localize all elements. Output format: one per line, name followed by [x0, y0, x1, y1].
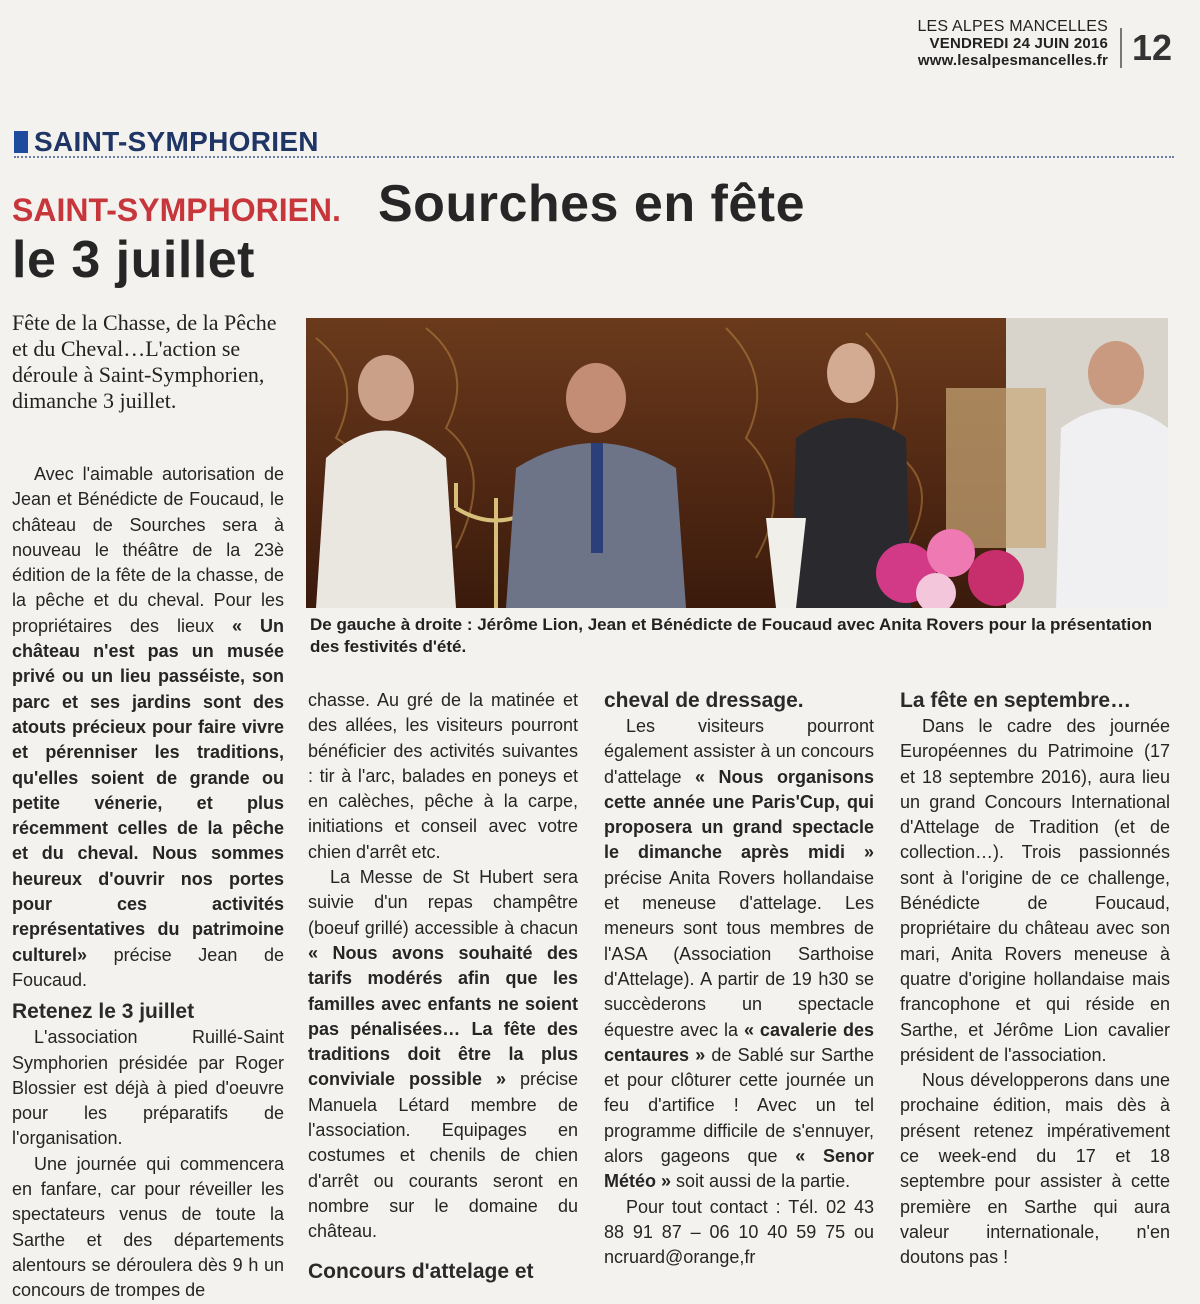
quote-text: « cavalerie des centaures »	[604, 1019, 874, 1065]
website-link[interactable]: www.lesalpesmancelles.fr	[917, 52, 1108, 69]
paragraph	[12, 462, 284, 993]
subheading: La fête en septembre…	[900, 689, 1132, 712]
quote-text: « Un château n'est pas un musée privé ou un lieu passéiste, son parc et ses jardins sont des atouts précieux pour faire vivre et pérenniser les traditions, qu'elles soient de grande ou petite vénerie, et plus récemment celles de la pêche et du cheval. Nous sommes heureux d'ouvrir nos portes pour ces activités représentatives du patrimoine culturel»	[12, 615, 284, 965]
article-photo	[306, 318, 1168, 608]
paragraph-text: précise Anita Rovers hollandaise et meneuse d'attelage. Les meneurs sont tous membres de l'ASA (Association Sarthoise d'Attelage). A partir de 19 h30 se succèderons un spectacle équestre avec la	[604, 867, 874, 1040]
paragraph: Une journée qui commencera en fanfare, car pour réveiller les spectateurs venus de toute la Sarthe et des départements alentours se déroulera dès 9 h un concours de trompes de	[12, 1153, 284, 1301]
quote-text: « Nous organisons cette année une Paris'Cup, qui proposera un grand spectacle le dimanche après midi »	[604, 766, 874, 863]
article-lead: Fête de la Chasse, de la Pêche et du Cheval…L'action se déroule à Saint-Symphorien, dimanche 3 juillet.	[12, 310, 277, 413]
paragraph: Nous développerons dans une prochaine édition, mais dès à présent retenez impérativement ce week-end du 17 et 18 septembre pour assister à cette première en Sarthe qui aura valeur internationale, n'en doutons pas !	[900, 1070, 1170, 1268]
paragraph-text: Avec l'aimable autorisation de Jean et Bénédicte de Foucaud, le château de Sourches sera à nouveau le théâtre de la 23è édition de la fête de la chasse, de la pêche et du cheval. Pour les propriétaires des lieux	[12, 464, 284, 636]
headline-line-1: Sourches en fête	[378, 175, 806, 233]
subheading: cheval de dressage.	[604, 689, 804, 712]
photo-caption: De gauche à droite : Jérôme Lion, Jean et Bénédicte de Foucaud avec Anita Rovers pour la présentation des festivités d'été.	[310, 615, 1153, 656]
paragraph: Dans le cadre des journée Européennes du Patrimoine (17 et 18 septembre 2016), aura lieu un grand Concours International d'Attelage de Tradition (et de collection…). Trois passionnés sont à l'origine de ce challenge, Bénédicte de Foucaud, propriétaire du château avec son mari, Anita Rovers meneuse à quatre d'origine hollandaise mais francophone et qui réside en Sarthe, et Jérôme Lion cavalier président de l'association.	[900, 716, 1170, 1065]
contact-info: Pour tout contact : Tél. 02 43 88 91 87 – 06 10 40 59 75 ou ncruard@orange,fr	[604, 1196, 874, 1268]
article-column-1	[12, 462, 284, 1304]
paragraph	[308, 865, 578, 1244]
paragraph-text: Les visiteurs pourront également assister à un concours d'attelage	[604, 716, 874, 787]
newspaper-name: LES ALPES MANCELLES	[917, 18, 1108, 35]
section-label-text: SAINT-SYMPHORIEN	[34, 126, 319, 157]
paragraph-text: précise Manuela Létard membre de l'association. Equipages en costumes et chenils de chien d'arrêt ou courants seront en nombre sur le domaine du château.	[308, 1069, 578, 1242]
article-column-4	[900, 688, 1170, 1271]
paragraph-text: précise Jean de Foucaud.	[12, 944, 284, 990]
section-divider	[14, 156, 1174, 158]
subheading: Concours d'attelage et	[308, 1259, 534, 1283]
section-square-icon	[14, 131, 28, 153]
masthead	[917, 18, 1108, 69]
quote-text: « Senor Météo »	[604, 1146, 874, 1192]
paragraph-text: de Sablé sur Sarthe et pour clôturer cette journée un feu d'artifice ! Avec un tel programme difficile de s'ennuyer, alors gageons que	[604, 1044, 874, 1167]
issue-date: VENDREDI 24 JUIN 2016	[929, 35, 1108, 52]
paragraph	[604, 714, 874, 1195]
subheading: Retenez le 3 juillet	[12, 1000, 195, 1024]
photo-illustration	[306, 318, 1168, 608]
section-label	[14, 126, 319, 158]
headline-kicker: SAINT-SYMPHORIEN.	[12, 192, 341, 228]
paragraph: chasse. Au gré de la matinée et des allées, les visiteurs pourront bénéficier des activités suivantes : tir à l'arc, balades en poneys et en calèches, pêche à la carpe, initiations et conseil avec votre chien d'arrêt etc.	[308, 690, 578, 862]
headline-line-2: le 3 juillet	[12, 231, 255, 289]
article-column-2	[308, 688, 578, 1285]
page-number: 12	[1120, 28, 1172, 68]
quote-text: « Nous avons souhaité des tarifs modérés afin que les familles avec enfants ne soient pas pénalisées… La fête des traditions doit être la plus conviviale possible »	[308, 942, 578, 1090]
paragraph: L'association Ruillé-Saint Symphorien présidée par Roger Blossier est déjà à pied d'oeuvre pour les préparatifs de l'organisation.	[12, 1027, 284, 1149]
article-column-3	[604, 688, 874, 1271]
paragraph-text: La Messe de St Hubert sera suivie d'un repas champêtre (boeuf grillé) accessible à chacun	[308, 867, 578, 938]
paragraph-text: soit aussi de la partie.	[676, 1171, 851, 1192]
